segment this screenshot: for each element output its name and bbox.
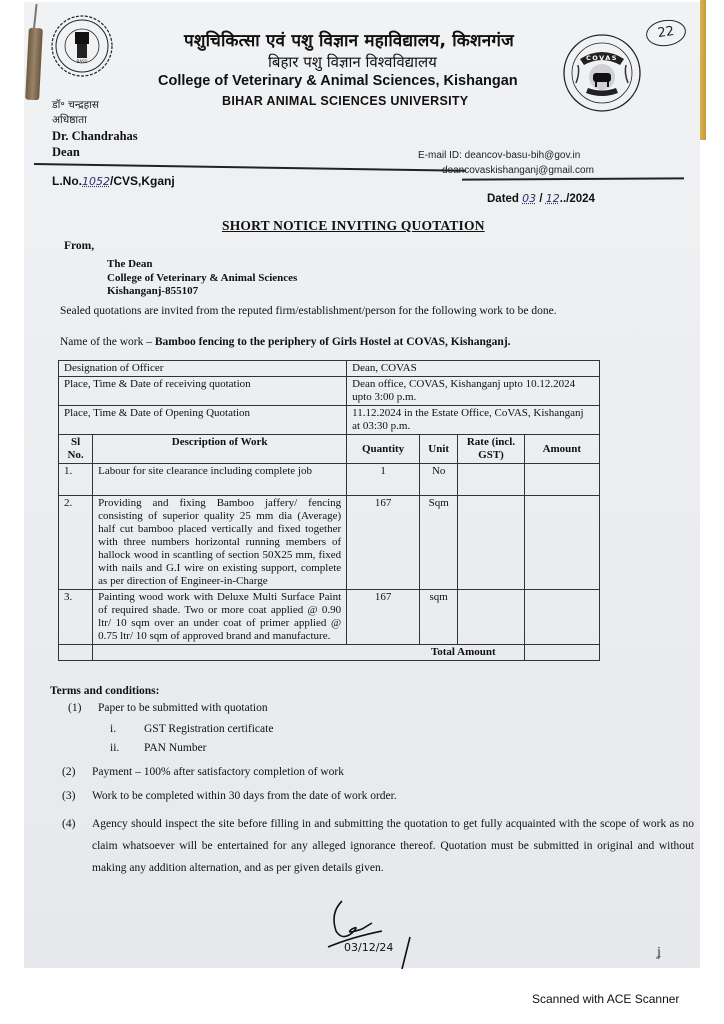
scanner-watermark: Scanned with ACE Scanner <box>532 992 680 1006</box>
item-quantity: 167 <box>347 590 420 645</box>
item-description: Labour for site clearance including complete job <box>93 464 347 496</box>
page-number-annotation: 22 <box>644 17 687 48</box>
from-label: From, <box>64 240 95 252</box>
college-name: College of Veterinary & Animal Sciences, Kishangan <box>158 73 518 89</box>
item-rate <box>458 590 524 645</box>
info-value: Dean office, COVAS, Kishanganj upto 10.12.2024 upto 3:00 p.m. <box>347 377 600 406</box>
term-number: (2) <box>62 766 76 778</box>
info-label: Place, Time & Date of receiving quotation <box>59 377 347 406</box>
sub-text: PAN Number <box>144 742 207 754</box>
term-text: Agency should inspect the site before filling in and submitting the quotation to get fully acquainted with the scope of work as no claim whatsoever will be entertained for any alleged ignorance thereof. Quotation must be submitted in original and without making any addition alternation, and as per given details given. <box>92 818 694 874</box>
dated-day: 03 <box>522 192 537 205</box>
university-name: BIHAR ANIMAL SCIENCES UNIVERSITY <box>222 94 469 108</box>
term-sub-item <box>110 723 694 735</box>
dated-month: 12 <box>545 192 560 205</box>
item-sl: 1. <box>59 464 93 496</box>
covas-logo-text: COVAS <box>586 54 618 62</box>
svg-text:BASU: BASU <box>76 59 88 64</box>
dean-title-hindi: अधिष्ठाता <box>52 114 87 126</box>
info-row <box>59 361 600 377</box>
term-text: Payment – 100% after satisfactory completion of work <box>92 766 344 778</box>
work-name <box>60 336 511 348</box>
from-line-3: Kishanganj-855107 <box>107 285 199 297</box>
college-name-hindi: पशुचिकित्सा एवं पशु विज्ञान महाविद्यालय, किशनगंज <box>184 31 514 51</box>
info-row <box>59 377 600 406</box>
covas-seal-icon <box>562 33 642 113</box>
total-row <box>59 645 600 661</box>
info-value: Dean, COVAS <box>347 361 600 377</box>
term-item <box>64 789 694 803</box>
item-rate <box>458 496 524 590</box>
table-row <box>59 464 600 496</box>
work-name-label: Name of the work – <box>60 336 155 348</box>
item-sl: 2. <box>59 496 93 590</box>
info-label: Designation of Officer <box>59 361 347 377</box>
total-value <box>524 645 599 661</box>
item-rate <box>458 464 524 496</box>
table-row <box>59 496 600 590</box>
header-amount: Amount <box>524 435 599 464</box>
university-name-hindi: बिहार पशु विज्ञान विश्वविद्यालय <box>268 53 437 71</box>
term-item <box>64 765 694 779</box>
total-blank <box>59 645 93 661</box>
header-unit: Unit <box>420 435 458 464</box>
signature-icon <box>322 893 432 973</box>
paper-edge <box>700 0 706 140</box>
sub-number: i. <box>110 723 117 735</box>
basu-seal-icon <box>48 12 116 80</box>
item-amount <box>524 464 599 496</box>
term-sub-item <box>110 742 694 754</box>
email-primary: E-mail ID: deancov-basu-bih@gov.in <box>418 150 581 161</box>
letter-number <box>52 174 175 188</box>
work-name-value: Bamboo fencing to the periphery of Girls Hostel at COVAS, Kishanganj. <box>154 336 511 348</box>
dated-year: /2024 <box>566 193 595 205</box>
item-quantity: 167 <box>347 496 420 590</box>
letter-number-prefix: L.No. <box>52 174 82 188</box>
item-unit: Sqm <box>420 496 458 590</box>
term-text: Paper to be submitted with quotation <box>98 702 268 714</box>
term-item <box>64 813 694 879</box>
term-number: (1) <box>68 702 82 714</box>
letter-number-handwritten: 1052 <box>82 175 110 188</box>
item-quantity: 1 <box>347 464 420 496</box>
item-unit: sqm <box>420 590 458 645</box>
header-quantity: Quantity <box>347 435 420 464</box>
table-header-row <box>59 435 600 464</box>
document-title: SHORT NOTICE INVITING QUOTATION <box>222 218 485 233</box>
dean-title: Dean <box>52 145 80 159</box>
tick-mark-icon: ʝ <box>657 945 661 960</box>
term-item <box>70 701 694 715</box>
sub-number: ii. <box>110 742 120 754</box>
table-row <box>59 590 600 645</box>
dean-name: Dr. Chandrahas <box>52 129 138 143</box>
info-label: Place, Time & Date of Opening Quotation <box>59 406 347 435</box>
email-secondary: deancovaskishanganj@gmail.com <box>442 165 594 176</box>
info-value: 11.12.2024 in the Estate Office, CoVAS, Kishanganj at 03:30 p.m. <box>347 406 600 435</box>
terms-section <box>50 685 694 879</box>
info-row <box>59 406 600 435</box>
item-amount <box>524 496 599 590</box>
header-rate: Rate (incl. GST) <box>458 435 524 464</box>
item-unit: No <box>420 464 458 496</box>
intro-paragraph: Sealed quotations are invited from the reputed firm/establishment/person for the following work to be done. <box>60 305 557 317</box>
header-description: Description of Work <box>93 435 347 464</box>
from-line-2: College of Veterinary & Animal Sciences <box>107 271 298 284</box>
dean-name-hindi: डॉ॰ चन्द्रहास <box>52 99 100 111</box>
from-line-1: The Dean <box>107 258 153 270</box>
term-number: (3) <box>62 790 76 802</box>
term-text: Work to be completed within 30 days from the date of work order. <box>92 790 397 802</box>
from-address <box>107 258 297 299</box>
total-label: Total Amount <box>93 645 524 661</box>
letter-number-suffix: /CVS,Kganj <box>110 174 175 188</box>
dean-block <box>52 98 138 160</box>
terms-title: Terms and conditions: <box>50 685 160 697</box>
dated-label: Dated <box>487 193 519 205</box>
item-description: Providing and fixing Bamboo jaffery/ fencing consisting of superior quality 25 mm dia (Average) half cut bamboo placed vertically and fixed together with three numbers horizontal running members of hallock wood in scantling of section 50X25 mm, fixed with nails and G.I wire on existing support, complete as per direction of Engineer-in-Charge <box>93 496 347 590</box>
item-description: Painting wood work with Deluxe Multi Surface Paint of required shade. Two or more coat applied @ 0.90 ltr/ 10 sqm over an under coat of primer applied @ 0.75 ltr/ 10 sqm of approved brand and manufacture. <box>93 590 347 645</box>
sub-text: GST Registration certificate <box>144 723 274 735</box>
quotation-table <box>58 360 600 661</box>
letter-date: Dated 03 / 12../2024 <box>487 192 595 205</box>
term-number: (4) <box>62 818 76 830</box>
item-amount <box>524 590 599 645</box>
header-sl: Sl No. <box>59 435 93 464</box>
item-sl: 3. <box>59 590 93 645</box>
contact-block <box>418 148 594 178</box>
signature-date: 03/12/24 <box>344 941 394 954</box>
